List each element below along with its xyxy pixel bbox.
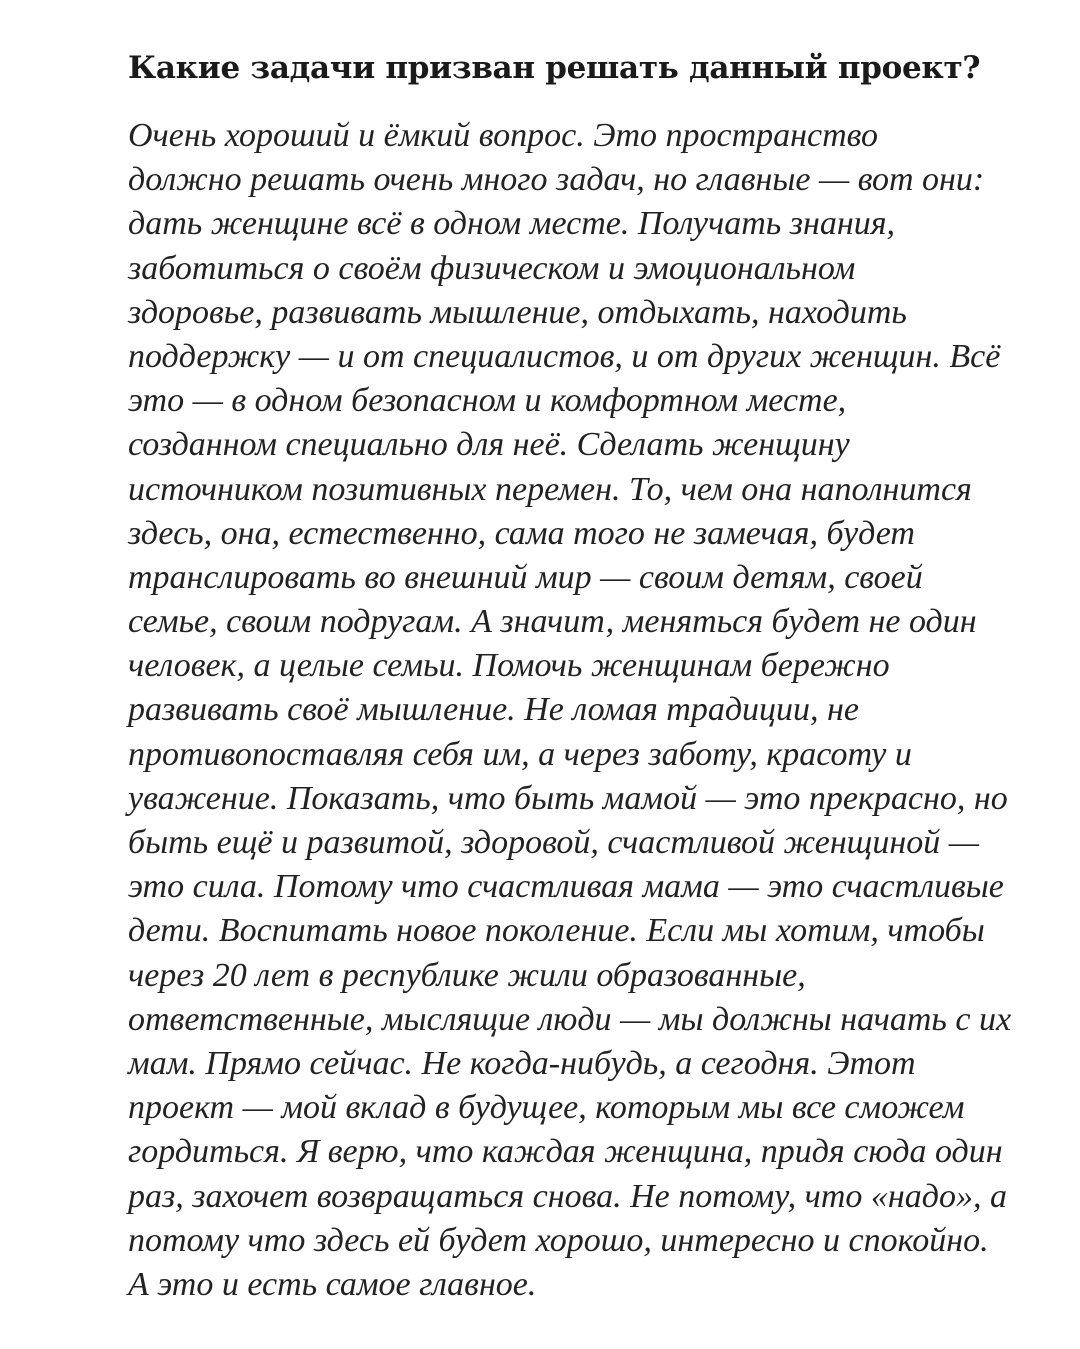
answer-line: противопоставляя себя им, а через заботу, красоту и [128, 735, 912, 773]
answer-line: через 20 лет в республике жили образованные, [128, 956, 806, 994]
answer-line: здесь, она, естественно, сама того не замечая, будет [128, 514, 915, 552]
answer-line: раз, захочет возвращаться снова. Не потому, что «надо», а [128, 1177, 1007, 1215]
answer-line: Очень хороший и ёмкий вопрос. Это пространство [128, 117, 878, 154]
answer-line: это сила. Потому что счастливая мама — это счастливые [128, 868, 1004, 906]
answer-line: гордиться. Я верю, что каждая женщина, придя сюда один [128, 1133, 1003, 1171]
answer-line: дети. Воспитать новое поколение. Если мы хотим, чтобы [128, 912, 985, 950]
question-heading: Какие задачи призван решать данный проект? [128, 50, 981, 86]
answer-line: быть ещё и развитой, здоровой, счастливой женщиной — [128, 824, 979, 861]
answer-line: дать женщине всё в одном месте. Получать знания, [128, 205, 896, 243]
answer-line: источником позитивных перемен. То, чем она наполнится [128, 470, 972, 508]
answer-line: здоровье, развивать мышление, отдыхать, находить [128, 293, 907, 331]
answer-line: семье, своим подругам. А значит, меняться будет не один [128, 603, 977, 641]
answer-line: человек, а целые семьи. Помочь женщинам бережно [128, 647, 890, 685]
answer-text [128, 114, 1028, 1307]
answer-line: это — в одном безопасном и комфортном месте, [128, 382, 847, 420]
answer-line: А это и есть самое главное. [128, 1265, 537, 1303]
answer-line: уважение. Показать, что быть мамой — это прекрасно, но [128, 779, 1008, 817]
answer-line: заботиться о своём физическом и эмоциональном [128, 249, 856, 287]
answer-line: поддержку — и от специалистов, и от других женщин. Всё [128, 337, 1001, 375]
answer-line: развивать своё мышление. Не ломая традиции, не [128, 691, 859, 729]
answer-line: проект — мой вклад в будущее, которым мы все сможем [128, 1089, 965, 1127]
answer-line: потому что здесь ей будет хорошо, интересно и спокойно. [128, 1221, 989, 1259]
answer-line: мам. Прямо сейчас. Не когда-нибудь, а сегодня. Этот [128, 1044, 916, 1082]
answer-line: ответственные, мыслящие люди — мы должны начать с их [128, 1000, 1012, 1038]
answer-line: транслировать во внешний мир — своим детям, своей [128, 558, 923, 596]
answer-line: созданном специально для неё. Сделать женщину [128, 426, 850, 464]
answer-line: должно решать очень много задач, но главные — вот они: [128, 161, 985, 199]
